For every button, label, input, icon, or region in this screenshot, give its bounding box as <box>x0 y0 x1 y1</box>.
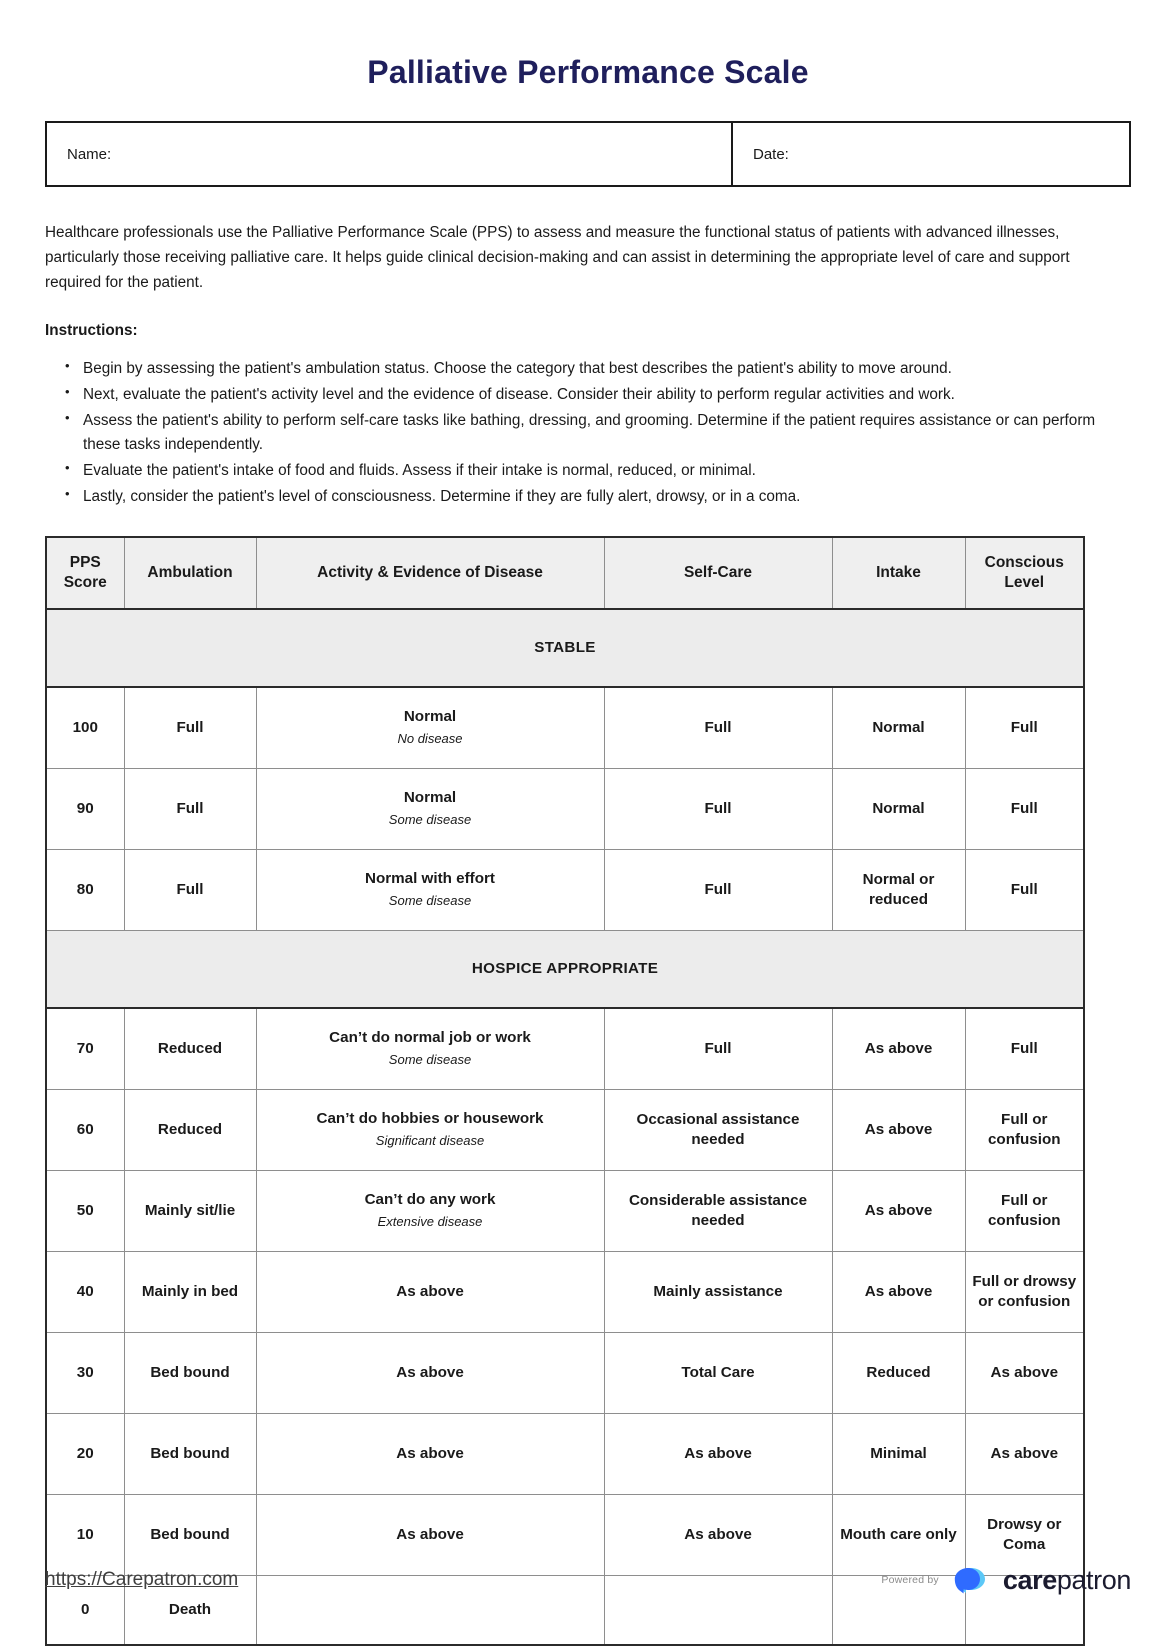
carepatron-url-link[interactable]: https://Carepatron.com <box>45 1569 239 1590</box>
cell-conscious: As above <box>965 1332 1084 1413</box>
cell-ambulation: Bed bound <box>124 1494 256 1575</box>
cell-activity-main: Normal <box>403 708 457 726</box>
cell-activity <box>256 687 604 769</box>
table-row <box>46 1170 1084 1251</box>
cell-score: 50 <box>46 1170 124 1251</box>
cell-ambulation: Bed bound <box>124 1413 256 1494</box>
cell-score: 30 <box>46 1332 124 1413</box>
cell-conscious: Full <box>965 1008 1084 1090</box>
name-field[interactable] <box>47 123 733 185</box>
cell-activity: As above <box>256 1494 604 1575</box>
wordmark-care: care <box>1002 1564 1057 1595</box>
intro-paragraph: Healthcare professionals use the Palliative Performance Scale (PPS) to assess and measure the functional status of patients with advanced illnesses, particularly those receiving palliative care. It helps guide clinical decision-making and can assist in determining the appropriate level of care and support required for the patient. <box>45 224 1070 291</box>
table-row <box>46 1008 1084 1090</box>
cell-intake: Normal <box>832 687 965 769</box>
cell-conscious: Full or drowsy or confusion <box>965 1251 1084 1332</box>
column-header-ambulation: Ambulation <box>124 537 256 609</box>
section-row-stable <box>46 609 1084 687</box>
cell-conscious: As above <box>965 1413 1084 1494</box>
cell-ambulation: Full <box>124 849 256 930</box>
cell-ambulation: Reduced <box>124 1008 256 1090</box>
cell-activity: As above <box>256 1251 604 1332</box>
table-row <box>46 849 1084 930</box>
wordmark-patron: patron <box>1056 1564 1131 1595</box>
cell-activity <box>256 1089 604 1170</box>
carepatron-wordmark <box>1002 1564 1131 1595</box>
table-row <box>46 1332 1084 1413</box>
cell-self-care: As above <box>604 1413 832 1494</box>
pps-table <box>45 536 1085 1646</box>
header-line-2: Level <box>1004 573 1045 591</box>
section-row-hospice-appropriate <box>46 930 1084 1008</box>
cell-score: 0 <box>46 1575 124 1645</box>
cell-ambulation: Death <box>124 1575 256 1645</box>
table-row <box>46 1413 1084 1494</box>
table-row <box>46 768 1084 849</box>
cell-intake: As above <box>832 1170 965 1251</box>
column-header-activity: Activity & Evidence of Disease <box>256 537 604 609</box>
cell-self-care: Full <box>604 849 832 930</box>
name-label: Name: <box>67 145 112 163</box>
cell-conscious: Full <box>965 768 1084 849</box>
cell-intake: As above <box>832 1089 965 1170</box>
patient-identity-box <box>45 121 1131 187</box>
cell-ambulation: Mainly in bed <box>124 1251 256 1332</box>
brand-block <box>881 1565 1131 1595</box>
cell-conscious: Full <box>965 687 1084 769</box>
section-label: HOSPICE APPROPRIATE <box>46 930 1084 1008</box>
cell-intake: As above <box>832 1008 965 1090</box>
cell-ambulation: Bed bound <box>124 1332 256 1413</box>
cell-ambulation: Reduced <box>124 1089 256 1170</box>
cell-activity <box>256 768 604 849</box>
cell-score: 10 <box>46 1494 124 1575</box>
cell-self-care: Considerable assistance needed <box>604 1170 832 1251</box>
list-item: • Begin by assessing the patient's ambulation status. Choose the category that best describes the patient's ability to move around. <box>65 357 1131 381</box>
list-item: • Lastly, consider the patient's level of consciousness. Determine if they are fully alert, drowsy, or in a coma. <box>65 485 1131 509</box>
cell-activity-sub: Some disease <box>388 1052 472 1068</box>
cell-activity-sub: Significant disease <box>375 1133 485 1149</box>
column-header-conscious-level <box>965 537 1084 609</box>
list-item: • Assess the patient's ability to perform self-care tasks like bathing, dressing, and grooming. Determine if the patient requires assistance or can perform these tasks independently. <box>65 409 1131 457</box>
cell-activity-main: Can’t do any work <box>364 1191 496 1209</box>
page-title: Palliative Performance Scale <box>367 54 809 90</box>
cell-score: 70 <box>46 1008 124 1090</box>
list-item: • Next, evaluate the patient's activity level and the evidence of disease. Consider their ability to perform regular activities and work. <box>65 383 1131 407</box>
cell-self-care: Mainly assistance <box>604 1251 832 1332</box>
cell-activity-main: Normal with effort <box>365 870 495 888</box>
cell-activity: As above <box>256 1413 604 1494</box>
cell-activity <box>256 1170 604 1251</box>
cell-intake: As above <box>832 1251 965 1332</box>
cell-self-care: Full <box>604 768 832 849</box>
cell-ambulation: Full <box>124 687 256 769</box>
section-label: STABLE <box>46 609 1084 687</box>
carepatron-logo-icon <box>949 1565 993 1595</box>
table-row <box>46 687 1084 769</box>
powered-by-label: Powered by <box>881 1574 939 1586</box>
date-label: Date: <box>753 145 789 163</box>
table-row <box>46 1089 1084 1170</box>
cell-activity-main: Normal <box>403 789 457 807</box>
cell-intake: Mouth care only <box>832 1494 965 1575</box>
cell-activity <box>256 1008 604 1090</box>
cell-intake: Normal <box>832 768 965 849</box>
page-footer <box>45 1558 1131 1602</box>
cell-ambulation: Mainly sit/lie <box>124 1170 256 1251</box>
cell-activity <box>256 849 604 930</box>
header-line-1: Conscious <box>984 554 1064 572</box>
column-header-intake: Intake <box>832 537 965 609</box>
cell-ambulation: Full <box>124 768 256 849</box>
instructions-heading: Instructions: <box>45 321 138 339</box>
list-item: • Evaluate the patient's intake of food and fluids. Assess if their intake is normal, reduced, or minimal. <box>65 459 1131 483</box>
date-field[interactable] <box>733 123 1129 185</box>
column-header-pps-score <box>46 537 124 609</box>
cell-intake: Normal or reduced <box>832 849 965 930</box>
cell-self-care: Full <box>604 687 832 769</box>
cell-self-care: Occasional assistance needed <box>604 1089 832 1170</box>
cell-intake: Reduced <box>832 1332 965 1413</box>
cell-conscious: Drowsy or Coma <box>965 1494 1084 1575</box>
header-line-2: Score <box>63 573 107 591</box>
cell-activity-sub: Extensive disease <box>377 1214 483 1230</box>
cell-self-care: Full <box>604 1008 832 1090</box>
cell-self-care: As above <box>604 1494 832 1575</box>
cell-activity-main: Can’t do hobbies or housework <box>316 1110 544 1128</box>
cell-score: 40 <box>46 1251 124 1332</box>
cell-activity-main: Can’t do normal job or work <box>329 1029 531 1047</box>
cell-score: 80 <box>46 849 124 930</box>
cell-conscious: Full or confusion <box>965 1170 1084 1251</box>
cell-activity-sub: Some disease <box>388 812 472 828</box>
cell-activity-sub: Some disease <box>388 893 472 909</box>
cell-conscious: Full or confusion <box>965 1089 1084 1170</box>
cell-score: 20 <box>46 1413 124 1494</box>
cell-self-care: Total Care <box>604 1332 832 1413</box>
cell-score: 60 <box>46 1089 124 1170</box>
cell-activity-sub: No disease <box>397 731 463 747</box>
column-header-self-care: Self-Care <box>604 537 832 609</box>
instructions-list <box>45 357 1131 510</box>
header-line-1: PPS <box>69 554 101 572</box>
cell-activity: As above <box>256 1332 604 1413</box>
cell-intake: Minimal <box>832 1413 965 1494</box>
cell-conscious: Full <box>965 849 1084 930</box>
cell-score: 100 <box>46 687 124 769</box>
cell-score: 90 <box>46 768 124 849</box>
table-row <box>46 1251 1084 1332</box>
table-header-row <box>46 537 1084 609</box>
